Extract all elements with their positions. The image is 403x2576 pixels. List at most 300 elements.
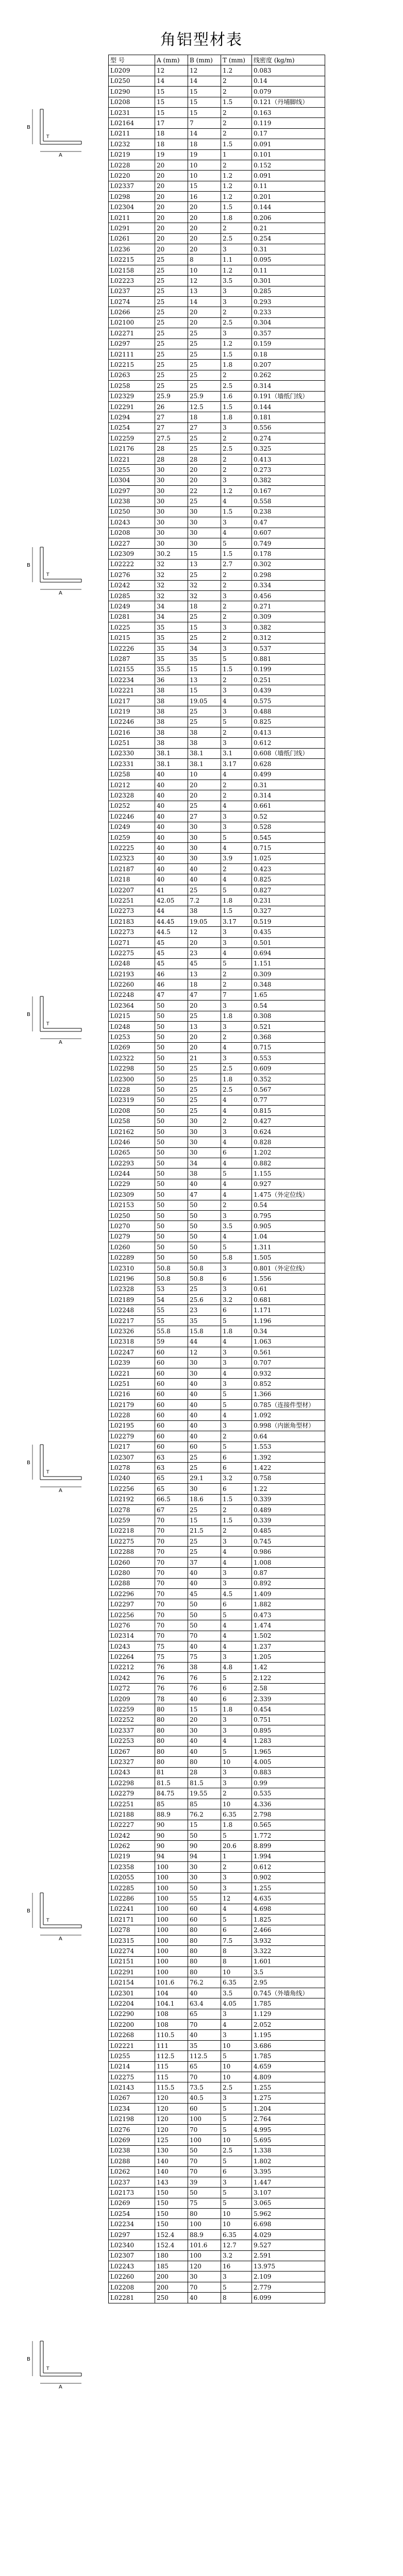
cell-model: L02264 [109, 1652, 155, 1662]
cell-b: 40 [188, 1389, 221, 1399]
cell-t: 2 [221, 969, 252, 979]
cell-model: L02155 [109, 664, 155, 674]
cell-linear-density: 0.561 [252, 1347, 325, 1358]
cell-b: 25 [188, 706, 221, 717]
cell-a: 20 [155, 223, 188, 233]
cell-b: 101.6 [188, 2240, 221, 2250]
table-row [109, 1578, 325, 1588]
cell-t: 3.2 [221, 2250, 252, 2261]
cell-b: 15 [188, 97, 221, 107]
cell-linear-density: 0.312 [252, 633, 325, 643]
cell-a: 150 [155, 2198, 188, 2208]
cell-t: 8 [221, 1956, 252, 1967]
cell-linear-density: 4.809 [252, 2072, 325, 2082]
table-row [109, 1620, 325, 1631]
cell-b: 70 [188, 2282, 221, 2292]
cell-model: L0208 [109, 528, 155, 538]
table-row [109, 633, 325, 643]
cell-model: L02246 [109, 811, 155, 822]
cell-linear-density: 1.556 [252, 1274, 325, 1284]
table-row [109, 1400, 325, 1410]
table-row [109, 759, 325, 769]
cell-linear-density: 0.87 [252, 1568, 325, 1578]
table-row [109, 2124, 325, 2134]
cell-t: 5 [221, 2156, 252, 2166]
cell-b: 25 [188, 433, 221, 444]
cell-linear-density: 0.199 [252, 664, 325, 674]
cell-b: 20 [188, 233, 221, 244]
table-row [109, 107, 325, 117]
cell-a: 25 [155, 276, 188, 286]
cell-linear-density: 0.998（内嵌角型材） [252, 1420, 325, 1431]
cell-a: 34 [155, 601, 188, 612]
cell-linear-density: 0.439 [252, 685, 325, 696]
cell-model: L02162 [109, 1126, 155, 1137]
angle-profile-drawing [4, 1437, 102, 1494]
table-row [109, 2093, 325, 2103]
cell-t: 4 [221, 1336, 252, 1347]
cell-t: 5 [221, 885, 252, 895]
cell-linear-density: 1.196 [252, 1315, 325, 1326]
cell-t: 1.5 [221, 1515, 252, 1526]
cell-a: 38 [155, 706, 188, 717]
cell-t: 5 [221, 538, 252, 548]
cell-a: 38 [155, 685, 188, 696]
cell-t: 8 [221, 2293, 252, 2303]
cell-model: L0304 [109, 475, 155, 485]
cell-linear-density: 2.764 [252, 2114, 325, 2124]
cell-t: 4 [221, 1368, 252, 1378]
cell-linear-density: 2.779 [252, 2282, 325, 2292]
angle-profile-diagram [4, 102, 102, 159]
cell-linear-density: 0.181 [252, 412, 325, 422]
cell-b: 14 [188, 128, 221, 139]
cell-model: L0281 [109, 612, 155, 622]
cell-model: L0274 [109, 296, 155, 307]
cell-a: 80 [155, 1757, 188, 1767]
table-row [109, 1799, 325, 1809]
cell-t: 2 [221, 223, 252, 233]
cell-linear-density: 1.553 [252, 1442, 325, 1452]
cell-t: 5 [221, 1315, 252, 1326]
cell-linear-density: 0.556 [252, 422, 325, 433]
table-row [109, 570, 325, 580]
cell-a: 27.5 [155, 433, 188, 444]
cell-linear-density: 0.661 [252, 801, 325, 811]
cell-a: 70 [155, 1620, 188, 1631]
cell-t: 4 [221, 1231, 252, 1242]
cell-b: 19.55 [188, 1788, 221, 1799]
table-row [109, 1116, 325, 1126]
table-row [109, 233, 325, 244]
cell-b: 20 [188, 1715, 221, 1725]
cell-t: 4 [221, 1641, 252, 1651]
table-row [109, 412, 325, 422]
table-row [109, 1042, 325, 1053]
cell-b: 50 [188, 2145, 221, 2156]
cell-a: 80 [155, 1746, 188, 1756]
cell-b: 32 [188, 590, 221, 601]
cell-model: L02260 [109, 979, 155, 990]
cell-linear-density: 0.881 [252, 654, 325, 664]
cell-a: 100 [155, 1967, 188, 1977]
cell-model: L02291 [109, 1967, 155, 1977]
cell-b: 60 [188, 1914, 221, 1925]
cell-model: L0244 [109, 1168, 155, 1179]
cell-b: 25 [188, 1284, 221, 1294]
cell-b: 15 [188, 664, 221, 674]
cell-linear-density: 0.079 [252, 87, 325, 97]
cell-model: L02358 [109, 1862, 155, 1872]
cell-a: 20 [155, 233, 188, 244]
cell-model: L0285 [109, 590, 155, 601]
column-header-t: T (mm) [221, 55, 252, 65]
cell-t: 1.8 [221, 1820, 252, 1830]
cell-model: L02154 [109, 1977, 155, 1988]
cell-b: 50.8 [188, 1274, 221, 1284]
table-row [109, 2250, 325, 2261]
cell-model: L0272 [109, 1683, 155, 1693]
table-row [109, 1263, 325, 1273]
table-row [109, 1641, 325, 1651]
table-row [109, 1662, 325, 1672]
cell-t: 3 [221, 1420, 252, 1431]
cell-linear-density: 0.488 [252, 706, 325, 717]
cell-b: 50 [188, 1252, 221, 1263]
cell-linear-density: 1.422 [252, 1463, 325, 1473]
cell-model: L02223 [109, 276, 155, 286]
cell-a: 85 [155, 1799, 188, 1809]
cell-a: 32 [155, 590, 188, 601]
cell-a: 100 [155, 1883, 188, 1893]
cell-t: 1.5 [221, 1494, 252, 1504]
cell-b: 45 [188, 958, 221, 969]
cell-b: 85 [188, 1799, 221, 1809]
cell-linear-density: 0.52 [252, 811, 325, 822]
cell-t: 2 [221, 118, 252, 128]
cell-t: 5 [221, 1746, 252, 1756]
cell-b: 70 [188, 2156, 221, 2166]
cell-b: 12 [188, 927, 221, 937]
table-row [109, 1063, 325, 1074]
cell-a: 26 [155, 401, 188, 412]
cell-a: 50 [155, 1210, 188, 1221]
cell-model: L02279 [109, 1431, 155, 1442]
cell-model: L0267 [109, 1746, 155, 1756]
cell-a: 90 [155, 1831, 188, 1841]
dimension-label: T [46, 1470, 49, 1475]
cell-linear-density: 0.628 [252, 759, 325, 769]
cell-b: 30 [188, 822, 221, 832]
cell-a: 150 [155, 2188, 188, 2198]
cell-b: 60 [188, 1904, 221, 1914]
cell-t: 16 [221, 2261, 252, 2272]
cell-model: L0288 [109, 1578, 155, 1588]
cell-t: 5 [221, 958, 252, 969]
cell-t: 2.5 [221, 233, 252, 244]
cell-model: L02196 [109, 1274, 155, 1284]
cell-model: L0269 [109, 2198, 155, 2208]
cell-t: 1.5 [221, 349, 252, 359]
cell-b: 19.05 [188, 696, 221, 706]
cell-a: 50 [155, 1158, 188, 1168]
cell-model: L02176 [109, 444, 155, 454]
cell-b: 25 [188, 496, 221, 506]
cell-a: 50 [155, 1168, 188, 1179]
cell-linear-density: 1.129 [252, 2009, 325, 2019]
cell-a: 63 [155, 1463, 188, 1473]
cell-a: 50.8 [155, 1274, 188, 1284]
table-row [109, 1851, 325, 1861]
cell-linear-density: 0.18 [252, 349, 325, 359]
cell-b: 25 [188, 444, 221, 454]
cell-t: 4 [221, 1095, 252, 1105]
cell-linear-density: 0.825 [252, 874, 325, 885]
cell-a: 38 [155, 738, 188, 748]
cell-model: L0231 [109, 107, 155, 117]
table-row [109, 1347, 325, 1358]
cell-b: 14 [188, 296, 221, 307]
cell-a: 50 [155, 1179, 188, 1189]
cell-b: 30 [188, 538, 221, 548]
cell-linear-density: 0.231 [252, 895, 325, 906]
cell-model: L0214 [109, 2061, 155, 2072]
cell-a: 44.45 [155, 917, 188, 927]
cell-a: 100 [155, 1935, 188, 1945]
table-row [109, 1284, 325, 1294]
table-row [109, 917, 325, 927]
table-row [109, 1190, 325, 1200]
cell-linear-density: 3.932 [252, 1935, 325, 1945]
cell-model: L02111 [109, 349, 155, 359]
cell-a: 25 [155, 317, 188, 328]
cell-t: 6 [221, 1147, 252, 1158]
cell-linear-density: 0.238 [252, 506, 325, 517]
cell-a: 20 [155, 212, 188, 223]
table-row [109, 748, 325, 758]
cell-t: 2 [221, 1504, 252, 1515]
cell-a: 27 [155, 412, 188, 422]
cell-linear-density: 1.505 [252, 1252, 325, 1263]
cell-a: 25 [155, 381, 188, 391]
cell-linear-density: 0.304 [252, 317, 325, 328]
cell-linear-density: 0.785（连接件型材） [252, 1400, 325, 1410]
cell-model: L0260 [109, 1557, 155, 1567]
cell-model: L0260 [109, 1242, 155, 1252]
table-row [109, 1757, 325, 1767]
cell-a: 200 [155, 2272, 188, 2282]
cell-b: 40 [188, 1379, 221, 1389]
cell-a: 143 [155, 2177, 188, 2187]
cell-a: 40 [155, 843, 188, 853]
cell-linear-density: 4.698 [252, 1904, 325, 1914]
table-row [109, 2030, 325, 2040]
cell-t: 2 [221, 727, 252, 738]
cell-linear-density: 0.14 [252, 76, 325, 86]
table-row [109, 927, 325, 937]
cell-b: 81.5 [188, 1778, 221, 1788]
cell-linear-density: 0.758 [252, 1473, 325, 1483]
cell-linear-density: 0.382 [252, 475, 325, 485]
dimension-label: T [46, 134, 49, 140]
cell-t: 4 [221, 1190, 252, 1200]
cell-t: 3 [221, 1778, 252, 1788]
cell-t: 6.35 [221, 2229, 252, 2240]
cell-b: 25 [188, 1547, 221, 1557]
cell-a: 50 [155, 1074, 188, 1084]
table-row [109, 622, 325, 633]
cell-linear-density: 4.635 [252, 1893, 325, 1904]
table-row [109, 1358, 325, 1368]
table-row [109, 969, 325, 979]
cell-model: L02304 [109, 202, 155, 212]
cell-linear-density: 1.155 [252, 1168, 325, 1179]
cell-b: 22 [188, 486, 221, 496]
cell-model: L02217 [109, 1315, 155, 1326]
cell-model: L0269 [109, 1042, 155, 1053]
cell-a: 38.1 [155, 748, 188, 758]
cell-model: L02256 [109, 1484, 155, 1494]
cell-b: 40 [188, 874, 221, 885]
cell-a: 40 [155, 874, 188, 885]
table-row [109, 2188, 325, 2198]
cell-a: 20 [155, 192, 188, 202]
cell-t: 5 [221, 654, 252, 664]
cell-model: L0219 [109, 706, 155, 717]
cell-t: 5 [221, 1168, 252, 1179]
cell-linear-density: 0.715 [252, 1042, 325, 1053]
cell-b: 75 [188, 1652, 221, 1662]
cell-model: L0259 [109, 1515, 155, 1526]
cell-a: 115.5 [155, 2082, 188, 2093]
cell-model: L02227 [109, 1820, 155, 1830]
cell-linear-density: 0.21 [252, 223, 325, 233]
cell-model: L0253 [109, 1032, 155, 1042]
cell-a: 84.75 [155, 1788, 188, 1799]
cell-b: 12 [188, 65, 221, 76]
cell-a: 70 [155, 1568, 188, 1578]
cell-t: 2.5 [221, 2145, 252, 2156]
cell-b: 20 [188, 937, 221, 947]
cell-linear-density: 1.474 [252, 1620, 325, 1631]
cell-a: 80 [155, 1736, 188, 1746]
cell-t: 1.5 [221, 906, 252, 916]
cell-linear-density: 1.785 [252, 1998, 325, 2009]
cell-model: L02271 [109, 328, 155, 338]
angle-profile-diagram [4, 989, 102, 1046]
table-row [109, 1053, 325, 1063]
cell-b: 40 [188, 1988, 221, 1998]
table-row [109, 1410, 325, 1420]
cell-linear-density: 0.308 [252, 1011, 325, 1021]
cell-model: L0276 [109, 570, 155, 580]
cell-model: L0258 [109, 769, 155, 779]
cell-model: L02296 [109, 1589, 155, 1599]
cell-a: 50 [155, 1137, 188, 1147]
cell-b: 19.05 [188, 917, 221, 927]
table-row [109, 1820, 325, 1830]
cell-a: 76 [155, 1673, 188, 1683]
cell-a: 30.2 [155, 549, 188, 559]
cell-b: 27 [188, 422, 221, 433]
cell-a: 46 [155, 979, 188, 990]
table-row [109, 1137, 325, 1147]
cell-linear-density: 0.095 [252, 255, 325, 265]
cell-b: 25 [188, 1463, 221, 1473]
table-row [109, 1368, 325, 1378]
cell-linear-density: 6.099 [252, 2293, 325, 2303]
cell-t: 3 [221, 1715, 252, 1725]
cell-b: 30 [188, 506, 221, 517]
table-row [109, 1084, 325, 1095]
cell-a: 50 [155, 1011, 188, 1021]
cell-b: 25 [188, 1452, 221, 1462]
cell-model: L02293 [109, 1158, 155, 1168]
cell-b: 20 [188, 317, 221, 328]
cell-linear-density: 8.899 [252, 1841, 325, 1851]
cell-a: 53 [155, 1284, 188, 1294]
cell-a: 44.5 [155, 927, 188, 937]
table-row [109, 643, 325, 653]
cell-linear-density: 0.178 [252, 549, 325, 559]
cell-t: 4 [221, 843, 252, 853]
cell-linear-density: 0.528 [252, 822, 325, 832]
cell-a: 80 [155, 1715, 188, 1725]
table-row [109, 2156, 325, 2166]
cell-b: 50.8 [188, 1263, 221, 1273]
cell-linear-density: 0.801（外定位线） [252, 1263, 325, 1273]
cell-t: 1.8 [221, 360, 252, 370]
cell-b: 12 [188, 1347, 221, 1358]
cell-linear-density: 0.499 [252, 769, 325, 779]
cell-b: 76.2 [188, 1977, 221, 1988]
cell-model: L02330 [109, 748, 155, 758]
cell-model: L0258 [109, 381, 155, 391]
cell-a: 30 [155, 465, 188, 475]
cell-linear-density: 1.965 [252, 1746, 325, 1756]
cell-model: L0209 [109, 65, 155, 76]
cell-linear-density: 0.233 [252, 307, 325, 317]
cell-t: 1.2 [221, 486, 252, 496]
cell-a: 50 [155, 1252, 188, 1263]
cell-t: 2 [221, 107, 252, 117]
dimension-label: B [27, 563, 30, 568]
table-row [109, 2177, 325, 2187]
table-row [109, 864, 325, 874]
cell-model: L02248 [109, 990, 155, 1000]
cell-t: 1.2 [221, 192, 252, 202]
cell-model: L0250 [109, 76, 155, 86]
table-row [109, 1095, 325, 1105]
cell-t: 4 [221, 1547, 252, 1557]
cell-model: L0242 [109, 580, 155, 590]
cell-linear-density: 1.994 [252, 1851, 325, 1861]
cell-linear-density: 4.659 [252, 2061, 325, 2072]
cell-linear-density: 0.553 [252, 1053, 325, 1063]
cell-a: 60 [155, 1420, 188, 1431]
cell-linear-density: 0.64 [252, 1431, 325, 1442]
cell-linear-density: 0.251 [252, 675, 325, 685]
cell-linear-density: 0.624 [252, 1126, 325, 1137]
cell-t: 4 [221, 1158, 252, 1168]
cell-b: 13 [188, 559, 221, 569]
cell-model: L0211 [109, 212, 155, 223]
cell-b: 25 [188, 1536, 221, 1547]
cell-model: L0243 [109, 1641, 155, 1651]
cell-t: 2 [221, 465, 252, 475]
table-row [109, 433, 325, 444]
cell-b: 10 [188, 769, 221, 779]
